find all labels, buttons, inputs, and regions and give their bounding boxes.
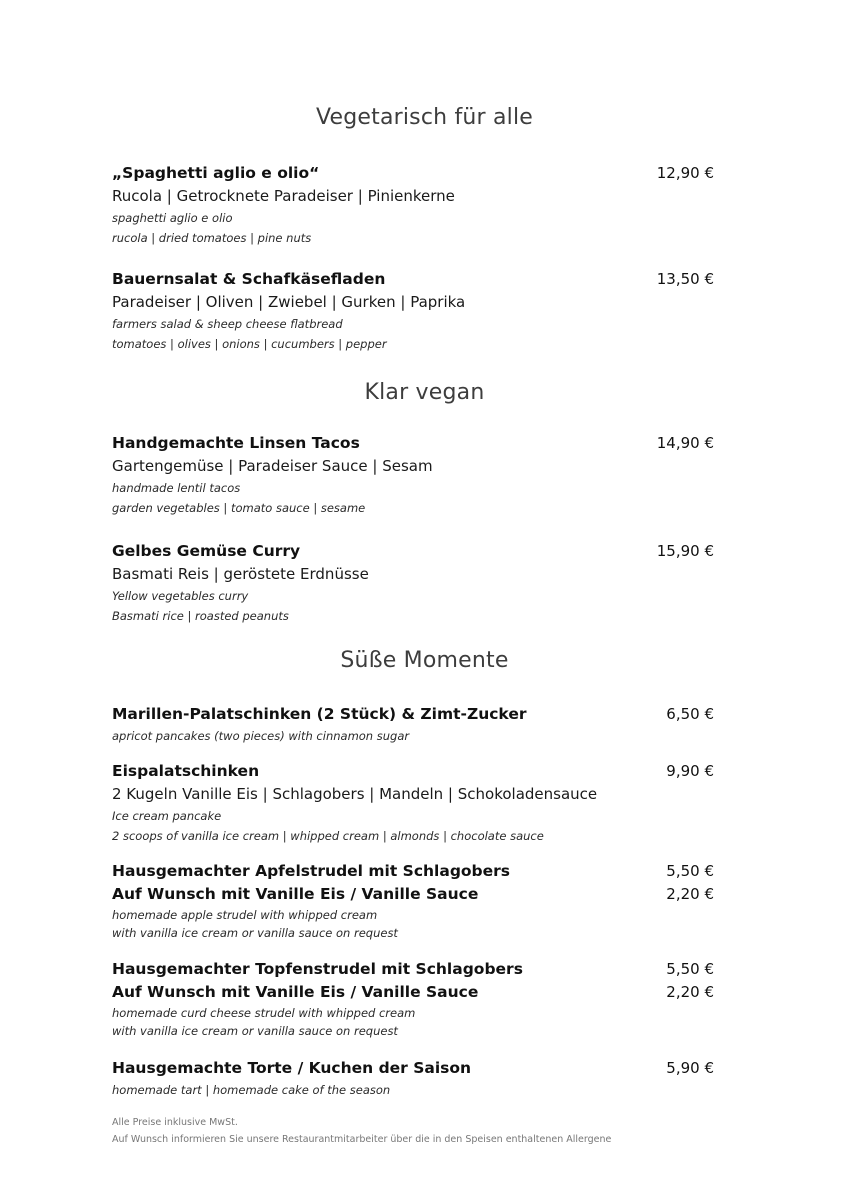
item-en-ingredients: 2 scoops of vanilla ice cream | whipped cream | almonds | chocolate sauce bbox=[112, 829, 544, 843]
item-en-ingredients: garden vegetables | tomato sauce | sesame bbox=[112, 501, 366, 515]
menu-item-marillen-palatschinken bbox=[112, 703, 714, 746]
item-en-ingredients: with vanilla ice cream or vanilla sauce on request bbox=[112, 926, 398, 940]
menu-item-apfelstrudel bbox=[112, 860, 714, 942]
item-name: Gelbes Gemüse Curry bbox=[112, 542, 301, 560]
item-en-name: homemade apple strudel with whipped cream bbox=[112, 908, 378, 922]
item-price: 13,50 € bbox=[656, 270, 714, 288]
item-price: 15,90 € bbox=[656, 542, 714, 560]
item-price: 14,90 € bbox=[656, 434, 714, 452]
item-en-ingredients: with vanilla ice cream or vanilla sauce on request bbox=[112, 1024, 398, 1038]
footer-allergen-note: Auf Wunsch informieren Sie unsere Restaurantmitarbeiter über die in den Speisen enthaltenen Allergene bbox=[112, 1134, 612, 1145]
item-extra-price: 2,20 € bbox=[666, 885, 714, 903]
section-title-vegetarisch: Vegetarisch für alle bbox=[315, 105, 534, 130]
item-en-name: handmade lentil tacos bbox=[112, 481, 241, 495]
item-name: Hausgemachter Topfenstrudel mit Schlagobers bbox=[112, 960, 523, 978]
item-price: 5,50 € bbox=[666, 862, 714, 880]
item-ingredients: Gartengemüse | Paradeiser Sauce | Sesam bbox=[112, 457, 433, 475]
item-en-name: Yellow vegetables curry bbox=[112, 589, 249, 603]
item-name: Hausgemachte Torte / Kuchen der Saison bbox=[112, 1059, 472, 1077]
item-name: Bauernsalat & Schafkäsefladen bbox=[112, 270, 386, 288]
item-en-name: farmers salad & sheep cheese flatbread bbox=[112, 317, 343, 331]
menu-item-topfenstrudel bbox=[112, 958, 714, 1040]
item-ingredients: Basmati Reis | geröstete Erdnüsse bbox=[112, 565, 369, 583]
item-en-name: homemade curd cheese strudel with whipped cream bbox=[112, 1006, 416, 1020]
section-title-suesse-momente: Süße Momente bbox=[340, 648, 509, 673]
item-en-ingredients: tomatoes | olives | onions | cucumbers | pepper bbox=[112, 337, 387, 351]
item-en-name: spaghetti aglio e olio bbox=[112, 211, 233, 225]
footer-vat-note: Alle Preise inklusive MwSt. bbox=[112, 1117, 238, 1128]
item-price: 9,90 € bbox=[666, 762, 714, 780]
item-name: Eispalatschinken bbox=[112, 762, 260, 780]
item-name: Hausgemachter Apfelstrudel mit Schlagobers bbox=[112, 862, 511, 880]
item-extra-price: 2,20 € bbox=[666, 983, 714, 1001]
menu-item-eispalatschinken bbox=[112, 760, 714, 846]
section-title-vegan: Klar vegan bbox=[364, 380, 485, 405]
item-name: Marillen-Palatschinken (2 Stück) & Zimt-Zucker bbox=[112, 705, 527, 723]
footer-note bbox=[112, 1114, 611, 1148]
menu-item-linsen-tacos bbox=[112, 432, 714, 518]
menu-item-bauernsalat bbox=[112, 268, 714, 354]
item-ingredients: Rucola | Getrocknete Paradeiser | Pinienkerne bbox=[112, 187, 455, 205]
item-price: 6,50 € bbox=[666, 705, 714, 723]
item-en-ingredients: Basmati rice | roasted peanuts bbox=[112, 609, 289, 623]
item-ingredients: 2 Kugeln Vanille Eis | Schlagobers | Mandeln | Schokoladensauce bbox=[112, 785, 598, 803]
item-name: „Spaghetti aglio e olio“ bbox=[112, 164, 320, 182]
menu-item-spaghetti bbox=[112, 162, 714, 248]
item-en-name: Ice cream pancake bbox=[112, 809, 222, 823]
menu-item-gemuese-curry bbox=[112, 540, 714, 626]
item-extra-name: Auf Wunsch mit Vanille Eis / Vanille Sauce bbox=[112, 885, 479, 903]
item-name: Handgemachte Linsen Tacos bbox=[112, 434, 360, 452]
item-en-ingredients: rucola | dried tomatoes | pine nuts bbox=[112, 231, 312, 245]
item-ingredients: Paradeiser | Oliven | Zwiebel | Gurken | Paprika bbox=[112, 293, 466, 311]
item-price: 5,50 € bbox=[666, 960, 714, 978]
item-price: 5,90 € bbox=[666, 1059, 714, 1077]
item-extra-name: Auf Wunsch mit Vanille Eis / Vanille Sauce bbox=[112, 983, 479, 1001]
item-price: 12,90 € bbox=[656, 164, 714, 182]
item-en-name: homemade tart | homemade cake of the season bbox=[112, 1083, 391, 1097]
menu-item-torte bbox=[112, 1057, 714, 1100]
item-en-name: apricot pancakes (two pieces) with cinnamon sugar bbox=[112, 729, 410, 743]
